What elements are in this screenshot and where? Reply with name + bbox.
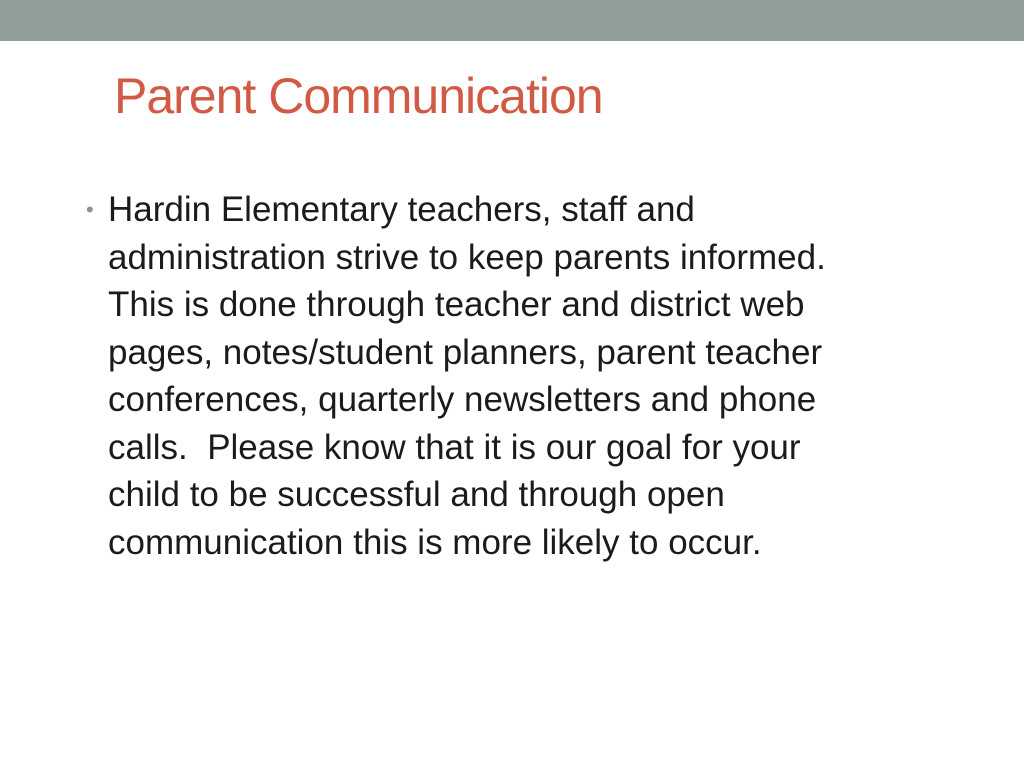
slide-title: Parent Communication — [114, 68, 603, 124]
bullet-line: pages, notes/student planners, parent teacher — [108, 332, 823, 372]
bullet-line: conferences, quarterly newsletters and phone — [108, 380, 817, 419]
bullet-line: communication this is more likely to occur. — [108, 522, 762, 562]
bullet-line: child to be successful and through open — [108, 475, 725, 514]
bullet-line: Hardin Elementary teachers, staff and — [108, 190, 695, 229]
bullet-text — [108, 186, 936, 566]
bullet-line: administration strive to keep parents informed. — [108, 237, 826, 277]
bullet-line: This is done through teacher and district web — [108, 285, 805, 324]
bullet-list — [86, 186, 936, 566]
bullet-item — [86, 186, 936, 566]
bullet-dot-icon: • — [86, 197, 94, 222]
top-band — [0, 0, 1024, 41]
bullet-line: calls. Please know that it is our goal for your — [108, 427, 801, 467]
